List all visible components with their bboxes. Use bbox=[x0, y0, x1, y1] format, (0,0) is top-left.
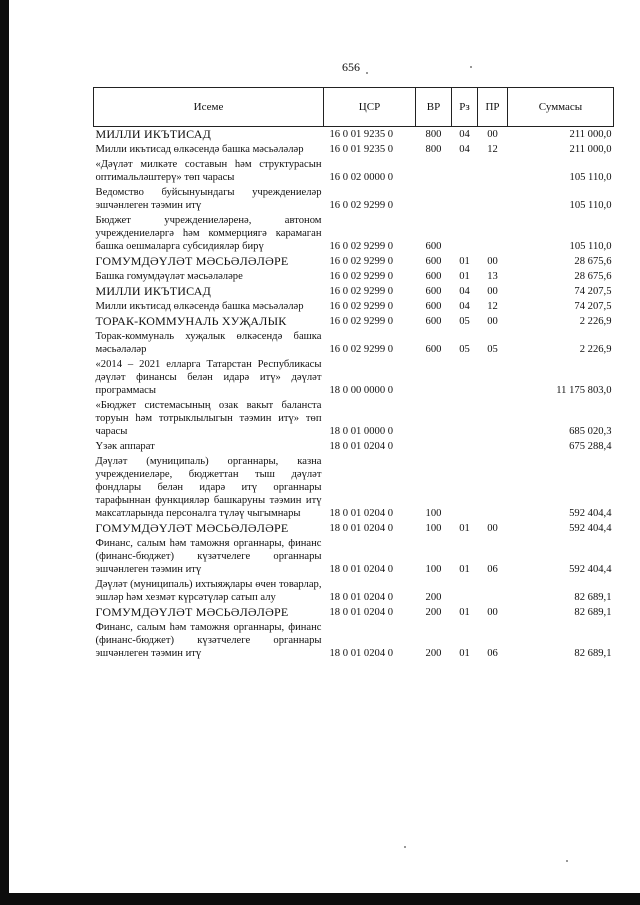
cell-csr: 16 0 02 9299 0 bbox=[329, 316, 394, 327]
cell-pr: 00 bbox=[487, 316, 498, 327]
cell-name: Башка гомумдәүләт мәсьәләләре bbox=[95, 271, 243, 282]
cell-sum: 11 175 803,0 bbox=[556, 385, 612, 396]
cell-rz: 05 bbox=[459, 344, 470, 355]
cell-rz bbox=[452, 213, 478, 254]
cell-pr bbox=[478, 454, 508, 521]
cell-vr: 600 bbox=[425, 344, 442, 355]
cell-name: Дәүләт (муниципаль) органнары, казна учреждениеләре, бюджеттан тыш дәүләт фондлары белән идарә итү органнары тарафыннан функцияләр башкаруны тәэмин итү максатларында персоналга түләү чыгымнары bbox=[95, 456, 322, 519]
cell-rz: 01 bbox=[459, 256, 470, 267]
header-rz: Рз bbox=[452, 88, 478, 127]
cell-pr bbox=[478, 357, 508, 398]
cell-pr: 00 bbox=[487, 129, 498, 140]
cell-rz bbox=[452, 357, 478, 398]
cell-name: Ведомство буйсынуындагы учреждениеләр эшчәнлеген тәэмин итү bbox=[95, 187, 322, 211]
cell-pr: 06 bbox=[487, 648, 498, 659]
table-row bbox=[94, 254, 614, 269]
cell-csr: 18 0 01 0000 0 bbox=[329, 426, 394, 437]
table-row bbox=[94, 577, 614, 605]
page-number: 656 bbox=[342, 60, 360, 74]
cell-name: ТОРАК-КОММУНАЛЬ ХУҖАЛЫК bbox=[95, 314, 287, 328]
cell-pr bbox=[478, 439, 508, 454]
cell-name: «Дәүләт милкәте составын һәм структурасын оптимальләштерү» төп чарасы bbox=[95, 159, 322, 183]
cell-sum: 28 675,6 bbox=[574, 256, 612, 267]
cell-csr: 16 0 02 9299 0 bbox=[329, 256, 394, 267]
cell-vr: 200 bbox=[425, 607, 442, 618]
table-row bbox=[94, 127, 614, 143]
table-row bbox=[94, 185, 614, 213]
cell-sum: 74 207,5 bbox=[574, 286, 612, 297]
cell-rz bbox=[452, 577, 478, 605]
cell-pr: 13 bbox=[487, 271, 498, 282]
cell-sum: 82 689,1 bbox=[574, 648, 612, 659]
cell-vr bbox=[416, 398, 452, 439]
cell-sum: 105 110,0 bbox=[569, 172, 612, 183]
cell-csr: 18 0 01 0204 0 bbox=[329, 508, 394, 519]
table-row bbox=[94, 284, 614, 299]
cell-name: МИЛЛИ ИКЪТИСАД bbox=[95, 127, 211, 141]
cell-pr: 12 bbox=[487, 301, 498, 312]
table-row bbox=[94, 439, 614, 454]
cell-sum: 82 689,1 bbox=[574, 607, 612, 618]
scan-edge-left bbox=[0, 0, 9, 905]
cell-pr bbox=[478, 185, 508, 213]
table-row bbox=[94, 314, 614, 329]
cell-rz: 04 bbox=[459, 286, 470, 297]
cell-sum: 592 404,4 bbox=[569, 523, 612, 534]
cell-vr: 800 bbox=[425, 144, 442, 155]
cell-rz: 04 bbox=[459, 301, 470, 312]
cell-csr: 18 0 01 0204 0 bbox=[329, 592, 394, 603]
budget-table-container bbox=[93, 87, 613, 661]
cell-name: Үзәк аппарат bbox=[95, 441, 155, 452]
cell-vr: 600 bbox=[425, 286, 442, 297]
cell-sum: 28 675,6 bbox=[574, 271, 612, 282]
cell-vr: 200 bbox=[425, 592, 442, 603]
cell-csr: 18 0 01 0204 0 bbox=[329, 523, 394, 534]
table-row bbox=[94, 620, 614, 661]
cell-name: ГОМУМДӘҮЛӘТ МӘСЬӘЛӘЛӘРЕ bbox=[95, 254, 289, 268]
cell-vr: 100 bbox=[425, 523, 442, 534]
cell-pr: 00 bbox=[487, 256, 498, 267]
table-row bbox=[94, 521, 614, 536]
cell-csr: 18 0 01 0204 0 bbox=[329, 648, 394, 659]
cell-rz: 04 bbox=[459, 144, 470, 155]
cell-rz bbox=[452, 398, 478, 439]
cell-sum: 105 110,0 bbox=[569, 241, 612, 252]
cell-pr: 05 bbox=[487, 344, 498, 355]
cell-sum: 211 000,0 bbox=[569, 129, 612, 140]
cell-csr: 18 0 01 0204 0 bbox=[329, 564, 394, 575]
scan-speck bbox=[366, 72, 368, 74]
table-row bbox=[94, 329, 614, 357]
cell-csr: 16 0 02 9299 0 bbox=[329, 301, 394, 312]
cell-name: ГОМУМДӘҮЛӘТ МӘСЬӘЛӘЛӘРЕ bbox=[95, 605, 289, 619]
cell-name: «2014 – 2021 елларга Татарстан Республикасы дәүләт финансы белән идарә итү» дәүләт программасы bbox=[95, 359, 322, 396]
cell-name: Милли икътисад өлкәсендә башка мәсьәләләр bbox=[95, 301, 304, 312]
cell-pr: 00 bbox=[487, 523, 498, 534]
cell-pr bbox=[478, 577, 508, 605]
table-row bbox=[94, 398, 614, 439]
cell-rz: 01 bbox=[459, 564, 470, 575]
cell-rz: 01 bbox=[459, 523, 470, 534]
cell-sum: 592 404,4 bbox=[569, 564, 612, 575]
table-row bbox=[94, 357, 614, 398]
cell-vr: 800 bbox=[425, 129, 442, 140]
header-sum: Суммасы bbox=[508, 88, 614, 127]
table-row bbox=[94, 454, 614, 521]
scan-speck bbox=[566, 860, 568, 862]
scan-speck bbox=[404, 846, 406, 848]
cell-pr bbox=[478, 398, 508, 439]
table-body bbox=[94, 127, 614, 662]
cell-sum: 74 207,5 bbox=[574, 301, 612, 312]
header-pr: ПР bbox=[478, 88, 508, 127]
cell-csr: 16 0 01 9235 0 bbox=[329, 144, 394, 155]
cell-csr: 16 0 01 9235 0 bbox=[329, 129, 394, 140]
cell-csr: 16 0 02 9299 0 bbox=[329, 286, 394, 297]
cell-rz bbox=[452, 454, 478, 521]
cell-vr bbox=[416, 157, 452, 185]
cell-vr: 100 bbox=[425, 564, 442, 575]
table-row bbox=[94, 157, 614, 185]
cell-vr: 600 bbox=[425, 301, 442, 312]
cell-sum: 105 110,0 bbox=[569, 200, 612, 211]
cell-csr: 16 0 02 9299 0 bbox=[329, 241, 394, 252]
cell-csr: 18 0 01 0204 0 bbox=[329, 607, 394, 618]
cell-pr bbox=[478, 157, 508, 185]
cell-sum: 2 226,9 bbox=[579, 316, 612, 327]
table-header-row bbox=[94, 88, 614, 127]
cell-vr: 600 bbox=[425, 256, 442, 267]
cell-sum: 211 000,0 bbox=[569, 144, 612, 155]
cell-name: Финанс, салым һәм таможня органнары, финанс (финанс-бюджет) күзәтчелеге органнары эшчәнлеген тәэмин итү bbox=[95, 622, 322, 659]
cell-pr: 00 bbox=[487, 286, 498, 297]
header-name: Исеме bbox=[94, 88, 324, 127]
cell-name: МИЛЛИ ИКЪТИСАД bbox=[95, 284, 211, 298]
table-row bbox=[94, 269, 614, 284]
cell-csr: 16 0 02 9299 0 bbox=[329, 271, 394, 282]
cell-sum: 82 689,1 bbox=[574, 592, 612, 603]
header-vr: ВР bbox=[416, 88, 452, 127]
cell-vr: 600 bbox=[425, 316, 442, 327]
cell-vr: 600 bbox=[425, 241, 442, 252]
table-row bbox=[94, 299, 614, 314]
cell-name: Финанс, салым һәм таможня органнары, финанс (финанс-бюджет) күзәтчелеге органнары эшчәнлеген тәэмин итү bbox=[95, 538, 322, 575]
cell-pr bbox=[478, 213, 508, 254]
cell-name: Дәүләт (муниципаль) ихтыяҗлары өчен товарлар, эшләр һәм хезмәт күрсәтүләр сатып алу bbox=[95, 579, 322, 603]
budget-table bbox=[93, 87, 614, 661]
cell-name: Бюджет учреждениеләренә, автоном учреждениеләргә һәм коммерциягә карамаган башка оешмаларга субсидияләр бирү bbox=[95, 215, 322, 252]
cell-rz: 01 bbox=[459, 607, 470, 618]
cell-sum: 685 020,3 bbox=[569, 426, 612, 437]
cell-vr: 600 bbox=[425, 271, 442, 282]
header-csr: ЦСР bbox=[324, 88, 416, 127]
table-row bbox=[94, 605, 614, 620]
cell-name: ГОМУМДӘҮЛӘТ МӘСЬӘЛӘЛӘРЕ bbox=[95, 521, 289, 535]
cell-pr: 12 bbox=[487, 144, 498, 155]
cell-rz: 01 bbox=[459, 271, 470, 282]
cell-csr: 18 0 01 0204 0 bbox=[329, 441, 394, 452]
cell-rz bbox=[452, 439, 478, 454]
cell-sum: 675 288,4 bbox=[569, 441, 612, 452]
cell-sum: 592 404,4 bbox=[569, 508, 612, 519]
cell-vr: 100 bbox=[425, 508, 442, 519]
scan-speck bbox=[470, 66, 472, 68]
cell-rz bbox=[452, 157, 478, 185]
cell-name: «Бюджет системасының озак вакыт баланста торуын һәм тотрыклылыгын тәэмин итү» төп чарасы bbox=[95, 400, 322, 437]
cell-rz bbox=[452, 185, 478, 213]
cell-sum: 2 226,9 bbox=[579, 344, 612, 355]
cell-csr: 18 0 00 0000 0 bbox=[329, 385, 394, 396]
table-row bbox=[94, 536, 614, 577]
cell-name: Милли икътисад өлкәсендә башка мәсьәләләр bbox=[95, 144, 304, 155]
table-row bbox=[94, 142, 614, 157]
table-row bbox=[94, 213, 614, 254]
cell-vr bbox=[416, 439, 452, 454]
cell-rz: 04 bbox=[459, 129, 470, 140]
scan-edge-bottom bbox=[0, 893, 640, 905]
cell-csr: 16 0 02 9299 0 bbox=[329, 200, 394, 211]
cell-vr bbox=[416, 185, 452, 213]
cell-rz: 05 bbox=[459, 316, 470, 327]
cell-vr bbox=[416, 357, 452, 398]
cell-csr: 16 0 02 9299 0 bbox=[329, 344, 394, 355]
cell-name: Торак-коммуналь хуҗалык өлкәсендә башка мәсьәләләр bbox=[95, 331, 322, 355]
cell-pr: 00 bbox=[487, 607, 498, 618]
cell-vr: 200 bbox=[425, 648, 442, 659]
cell-pr: 06 bbox=[487, 564, 498, 575]
cell-csr: 16 0 02 0000 0 bbox=[329, 172, 394, 183]
cell-rz: 01 bbox=[459, 648, 470, 659]
